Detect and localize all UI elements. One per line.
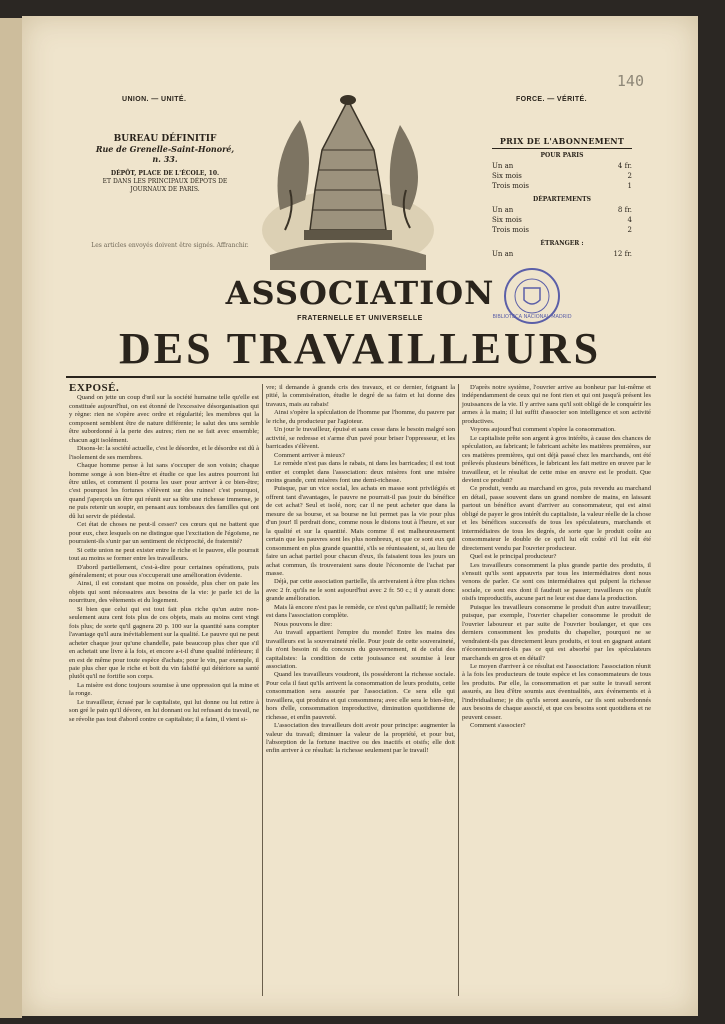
paragraph: D'abord partiellement, c'est-à-dire pour certaines opérations, puis généralement; et pour ous s'occuperait une amélioration évidente. [69, 563, 259, 579]
depot-sub: ET DANS LES PRINCIPAUX DÉPOTS DE JOURNAUX DE PARIS. [102, 178, 228, 193]
paragraph: Puisque les travailleurs consomme le produit d'un autre travailleur; puisque, par exemple, l'ouvrier chapelier consomme le produit de l'ouvrier laboureur et par suite de l'ouvrier boulanger, et que ces derniers consomment les produits du chapelier, pourquoi ne se vendraient-ils pas directement leurs produits, et tout en gagnant autant n'économiseraient-ils pas ce qui est absorbé par les spéculateurs marchands en gros et en détail? [462, 603, 651, 662]
masthead-association: ASSOCIATION [225, 274, 495, 312]
adjacent-page-edge [0, 18, 22, 1018]
price-row: Trois mois 2 [492, 226, 632, 234]
paragraph: Si bien que celui qui est tout fait plus riche qu'un autre non-seulement aura cent fois plus de ces objets, mais au moins cent vingt fois plus; de sorte qu'il gagnera 20 p. 100 sur la quantité sans compter l'avantage qu'il aura inévitablement sur la qualité. Le pauvre qui ne peut acheter chaque jour qu'une chandelle, paie beaucoup plus cher que s'il en achetait une livre à la fois, et encore a-t-il d'une qualité inférieure; il en est de même pour toute espèce d'achats; pour le vin, par exemple, il paie plus cher que le riche et boit du vin falsifié qui détériore sa santé plutôt qu'il ne fortifie son corps. [69, 605, 259, 681]
paragraph: Déjà, par cette association partielle, ils arriveraient à être plus riches avec 2 fr. qu'ils ne le sont aujourd'hui avec 2 fr. 50 c.; il y aurait donc grande amélioration. [266, 578, 455, 603]
paragraph: Les travailleurs consomment la plus grande partie des produits, il s'ensuit qu'ils sont appauvris par tous les intermédiaires dont nous venons de parler. Ce sont ces intermédiaires qui pulpent la richesse sociale, ce sont eux dont il faudrait se passer; travailleurs ou plutôt oisifs improductifs, aucune part ne leur est due dans la production. [462, 561, 651, 603]
article-column-3 [458, 384, 654, 996]
dept-label: DÉPARTEMENTS [533, 196, 591, 203]
paragraph: Comment s'associer? [470, 722, 526, 730]
paragraph: Voyons aujourd'hui comment s'opère la consommation. [470, 426, 616, 434]
article-columns [66, 384, 656, 996]
price-row: Six mois 2 [492, 172, 632, 180]
foreign-label: ÉTRANGER : [540, 240, 584, 247]
subscription-box [492, 136, 632, 259]
paragraph: Si cette union ne peut exister entre le riche et le pauvre, elle pourrait tout au moins se former entre les travailleurs. [69, 546, 259, 563]
beehive-vignette [260, 80, 436, 270]
paris-label: POUR PARIS [540, 152, 584, 159]
paragraph: L'association des travailleurs doit avoir pour principe: augmenter la valeur du travail; diminuer la valeur de la propriété, et pour but, l'absorption de la fortune inactive ou des inactifs et oisifs; elle doit enfin arriver à ce résultat: la richesse seulement par le travail! [266, 722, 455, 755]
paragraph: D'après notre système, l'ouvrier arrive au bonheur par lui-même et indépendamment de ceux qui ne font rien et qui ont jusqu'à présent les jouissances de la vie. Il y arrive sans qu'il soit obligé de le conquérir les armes à la main; il lui suffit d'associer son intelligence et son activité productives. [462, 384, 651, 425]
paragraph: Le capitaliste prête son argent à gros intérêts, à cause des chances de spéculation, au fabricant; le fabricant achète les matières premières, sur ces matières premières, qui ont déjà passé chez les marchands, ont été prélevés plusieurs bénéfices, le fabricant les fait mettre en œuvre par le travailleur, et le résultat de cette mise en œuvre est le produit. Que devient ce produit? [462, 434, 651, 484]
paragraph: Comment arriver à mieux? [274, 451, 345, 459]
bureau-address: Rue de Grenelle-Saint-Honoré, [95, 144, 235, 154]
article-heading: EXPOSÉ. [69, 382, 120, 394]
paragraph: Chaque homme pense à lui sans s'occuper de son voisin; chaque homme songe à son bien-être et étudie ce que les autres pourront lui être utiles, et comment il pourra les user pour arriver à ce bien-être; c'est pourquoi les fortunes s'élèvent sur des ruines! c'est pourquoi, quand j'aperçois un être qui réunit sur sa tête une richesse immense, je ne puis retenir un soupir, en pensant aux tombeaux des familles qui ont dû lui servir de piédestal. [69, 462, 259, 520]
article-column-2 [262, 384, 458, 996]
paragraph: Ainsi s'opère la spéculation de l'homme par l'homme, du pauvre par le riche, du producteur par l'agioteur. [266, 409, 455, 425]
paragraph: Quand les travailleurs voudront, ils posséderont la richesse sociale. Pour cela il faut qu'ils arrivent la consommation de leurs produits, cette consommation sera assurée par l'association. Ce sera elle qui travaillera, qui produira et qui consommera; avec elle sera le bien-être, hors d'elle, consommation improductive, diminution quotidienne de richesse, et enfin pauvreté. [266, 671, 455, 721]
letters-note: Les articles envoyés doivent être signés. Affranchir. [91, 242, 249, 249]
bureau-number: n. 33. [152, 154, 178, 164]
paragraph: Ainsi, il est constant que moins on possède, plus cher on paie les objets qui sont nécessaires aux besoins de la vie: je parle ici de la nourriture, des vêtements et du logement. [69, 580, 259, 605]
bureau-block [90, 134, 240, 194]
price-row: Trois mois 1 [492, 182, 632, 190]
paragraph: Le remède n'est pas dans le rabais, ni dans les barricades; il est tout entier et complet dans l'association: deux misères font une misère moins grande, cent misères font une demi-richesse. [266, 460, 455, 484]
paragraph: Quel est le principal producteur? [470, 553, 557, 561]
paragraph: Nous pouvons le dire: [274, 620, 333, 628]
paragraph: Mais là encore n'est pas le remède, ce n'est qu'un palliatif; le remède est dans l'association complète. [266, 603, 455, 620]
masthead-travailleurs: DES TRAVAILLEURS [118, 324, 602, 373]
paragraph: Au travail appartient l'empire du monde! Entre les mains des travailleurs est la souveraineté réelle. Pour jouir de cette souveraineté, ils n'ont besoin ni du concours du gouvernement, ni de celui des capitalistes: la condition de cette jouissance est soumise à leur association. [266, 629, 455, 670]
page-number: 140 [616, 72, 644, 90]
paragraph: Le travailleur, écrasé par le capitaliste, qui lui donne ou lui retire à son gré le pain qu'il dévore, en lui donnant ou lui refusant du travail, ne se révolte pas tout d'abord contre ce capitaliste; il a faim, il vient si- [69, 698, 259, 723]
masthead-subtitle: FRATERNELLE ET UNIVERSELLE [297, 315, 423, 322]
price-row: Un an 8 fr. [492, 206, 632, 214]
masthead-rule [66, 376, 656, 378]
depot-line: DÉPÔT, PLACE DE L'ÉCOLE, 10. [110, 170, 220, 177]
price-row: Un an 4 fr. [492, 162, 632, 170]
motto-left: UNION. — UNITÉ. [122, 96, 187, 103]
paragraph: Puisque, par un vice social, les achats en masse sont privilégiés et offrent tant d'avantages, le pauvre ne pourrait-il pas jouir du bénéfice de cet achat? Seul et isolé, non; car il ne peut acheter que dans la mesure de sa bourse, et sa bourse ne lui permet pas la vie pour plus d'un jour! Il perdrait donc, comme nous le disions tout à l'heure, et sur la qualité et sur la quantité. Mais comme il est malheureusement certain que les pauvres sont les plus nombreux, et que ce sont eux qui consomment en plus grande quantité, s'ils se réunissaient, si, au lieu de faire un achat partiel pour chacun d'eux, ils faisaient tous les jours un achat commun, ils trouveraient sans doute l'économie de l'achat par masse. [266, 485, 455, 577]
paragraph: Ce produit, vendu au marchand en gros, puis revendu au marchand en détail, passe souvent dans un grand nombre de mains, en laissant partout un bénéfice avant d'arriver au consommateur, qui est ainsi obligé de payer le gros intérêt du capitaliste, la valeur réelle de la chose et les bénéfices successifs de tous les spéculateurs, marchands et intermédiaires de tous les degrés, de sorte que le produit coûte au consommateur le double de ce qu'il lui eût coûté s'il lui eût été directement vendu par l'ouvrier producteur. [462, 485, 651, 552]
price-row: Six mois 4 [492, 216, 632, 224]
subscription-title: PRIX DE L'ABONNEMENT [492, 136, 632, 149]
bureau-title: BUREAU DÉFINITIF [113, 134, 217, 144]
paragraph: Disons-le: la société actuelle, c'est le désordre, et le désordre est dû à l'isolement de ses membres. [69, 445, 259, 461]
paragraph: La misère est donc toujours soumise à une oppression qui la mine et la ronge. [69, 681, 259, 698]
stamp-text: BIBLIOTECA NACIONAL MADRID [492, 314, 572, 320]
paragraph: Un jour le travailleur, épuisé et sans cesse dans le besoin malgré son activité, se redresse et s'arme d'un pavé pour briser l'oppresseur, et les barricades s'élèvent. [266, 426, 455, 451]
motto-right: FORCE. — VÉRITÉ. [516, 96, 587, 103]
paragraph: Quand on jette un coup d'œil sur la société humaine telle qu'elle est constituée aujourd'hui, on est étonné de l'excessive désorganisation qui y règne: rien ne s'opère avec ordre et régularité; les membres qui la composent semblent être de nature différente; le salut des uns semble être subordonné à la perte des autres; rien ne se fait avec ensemble; chacun agit isolément. [69, 394, 259, 444]
paragraph: vre; il demande à grands cris des travaux, et ce dernier, feignant la pitié, la commisération, étudie le degré de sa faim et lui donne des travaux, mais au rabais! [266, 384, 455, 408]
article-column-1 [66, 384, 262, 996]
paragraph: Cet état de choses ne peut-il cesser? ces cœurs qui ne battent que pour eux, chez lesquels on ne distingue que l'excitation de l'égoïsme, ne pourraient-ils s'unir par un sentiment de réciprocité, de fraternité? [69, 521, 259, 546]
newspaper-page [22, 16, 698, 1016]
price-row: Un an 12 fr. [492, 250, 632, 258]
paragraph: Le moyen d'arriver à ce résultat est l'association: l'association réunit à la fois les producteurs de toute espèce et les consommateurs de tous les produits. Par elle, la consommation et par suite le travail seront assurés, au lieu d'être soumis aux éventualités, aux événements et à l'individualisme; je dis qu'ils seront assurés, car ils sont subordonnés aux besoins de chaque associé, et que ces besoins sont quotidiens et ne peuvent cesser. [462, 662, 651, 721]
